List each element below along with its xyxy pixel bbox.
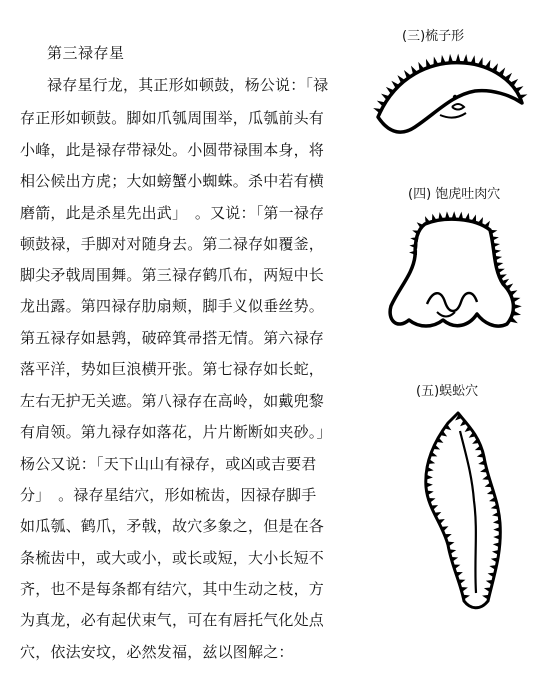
sawtooth-mark [486, 580, 493, 585]
sawtooth-mark [477, 453, 484, 458]
sawtooth-mark [493, 527, 500, 532]
sawtooth-mark [488, 572, 495, 577]
sawtooth-mark [492, 550, 499, 555]
sawtooth-mark [445, 211, 450, 219]
figure-3-label: (三)梳子形 [402, 29, 465, 44]
sawtooth-mark [478, 57, 483, 66]
text-line-18: 为真龙，必有起伏束气，可在有唇托气化处点 [20, 611, 325, 629]
sawtooth-mark [409, 244, 417, 249]
sawtooth-mark [465, 213, 470, 221]
text-line-3: 小峰，此是禄存带禄处。小圆带禄围本身，将 [20, 141, 325, 159]
sawtooth-mark [470, 55, 475, 64]
text-line-17: 齐，也不是每条都有结穴，其中生动之枝，方 [20, 580, 325, 598]
sawtooth-mark [494, 256, 502, 261]
comb-shape-diagram-icon [370, 55, 530, 155]
sawtooth-mark [426, 467, 433, 472]
sawtooth-mark [493, 519, 500, 524]
sawtooth-mark [463, 595, 470, 600]
text-line-7: 脚尖矛戟周围舞。第三禄存鹤爪布，两短中长 [20, 266, 325, 284]
section-title: 第三禄存星 [47, 44, 125, 62]
text-line-15: 如瓜瓠、鹤爪，矛戟，故穴多象之，但是在各 [20, 517, 325, 535]
text-line-12: 有肩领。第九禄存如落花，片片断断如夹砂。」 [20, 423, 332, 441]
sawtooth-mark [433, 56, 438, 65]
text-line-9: 第五禄存如悬鹑，破碎箕帚搭无情。第六禄存 [20, 329, 325, 347]
text-line-1: 禄存星行龙，其正形如顿鼓，杨公说：「禄 [47, 76, 329, 94]
text-line-8: 龙出露。第四禄存肋扇颊，脚手义似垂丝势。 [20, 297, 325, 315]
sawtooth-mark [451, 211, 456, 219]
text-line-16: 条梳齿中，或大或小，或长或短，大小长短不 [20, 549, 325, 567]
sawtooth-mark [514, 304, 522, 309]
sawtooth-mark [489, 565, 496, 570]
sawtooth-mark [495, 262, 503, 267]
text-line-6: 顿鼓禄，手脚对对随身去。第二禄存如覆釜， [20, 235, 325, 253]
sawtooth-mark [484, 587, 491, 592]
figure-4-label: (四) 饱虎吐肉穴 [408, 187, 501, 202]
text-line-4: 相公候出方虎；大如螃蟹小蜘蛛。杀中若有横 [20, 172, 325, 190]
sawtooth-mark [512, 298, 520, 303]
sawtooth-mark [458, 212, 463, 220]
figure-column [360, 0, 558, 695]
sawtooth-mark [449, 549, 456, 554]
sawtooth-mark [478, 460, 485, 465]
sawtooth-mark [493, 249, 501, 254]
sawtooth-mark [455, 54, 460, 63]
sawtooth-mark [432, 214, 437, 222]
text-line-11: 左右无护无关遮。第八禄存在高岭，如戴兜黎 [20, 392, 325, 410]
sawtooth-mark [491, 236, 499, 241]
centipede-diagram-icon [388, 405, 528, 620]
text-line-2: 存正形如顿鼓。脚如爪瓠周围举，瓜瓠前头有 [20, 109, 325, 127]
sawtooth-mark [426, 490, 433, 495]
sawtooth-mark [489, 230, 497, 235]
text-line-10: 落平洋，势如巨浪横开张。第七禄存如长蛇， [20, 360, 325, 378]
sawtooth-mark [426, 482, 433, 487]
sawtooth-mark [493, 542, 500, 547]
text-line-13: 杨公又说：「天下山山有禄存，或凶或吉要君 [20, 455, 317, 473]
sawtooth-mark [409, 250, 417, 255]
sawtooth-mark [513, 311, 521, 316]
sawtooth-mark [448, 54, 453, 63]
sawtooth-mark [463, 54, 468, 63]
sawtooth-mark [438, 212, 443, 220]
sawtooth-mark [491, 504, 498, 509]
text-line-14: 分」 。禄存星结穴，形如梳齿，因禄存脚手 [20, 486, 317, 504]
sawtooth-mark [482, 595, 489, 600]
sawtooth-mark [492, 512, 499, 517]
sawtooth-mark [441, 55, 446, 64]
sawtooth-mark [492, 243, 500, 248]
sawtooth-mark [493, 535, 500, 540]
text-line-5: 磨箭，此是杀星先出武」 。又说：「第一禄存 [20, 204, 325, 222]
sawtooth-mark [426, 475, 433, 480]
tiger-spitting-meat-diagram-icon [385, 212, 525, 342]
figure-5-label: (五)蜈蚣穴 [416, 384, 479, 399]
sawtooth-mark [491, 557, 498, 562]
text-line-19: 穴，依法安坟，必然发福，兹以图解之： [20, 643, 294, 661]
